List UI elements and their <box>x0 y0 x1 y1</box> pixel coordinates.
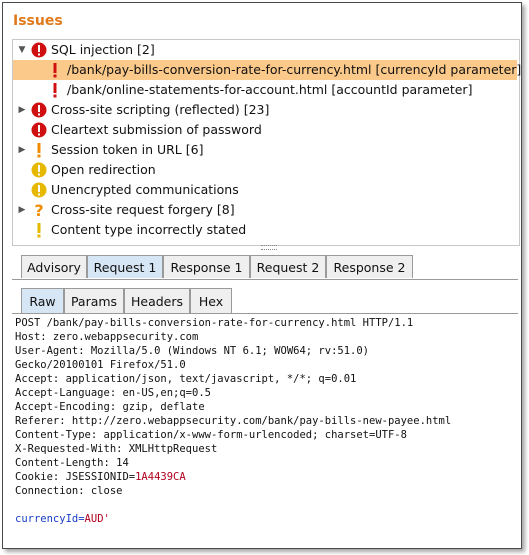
red-exclamation-icon <box>31 122 47 138</box>
header-host: Host: zero.webappsecurity.com <box>15 331 199 343</box>
tree-item-sqli-currency[interactable] <box>13 60 522 80</box>
collapsed-arrow-icon[interactable]: ▶ <box>18 205 26 215</box>
red-bang-icon <box>47 62 63 78</box>
request-body <box>15 512 110 526</box>
issues-tree[interactable] <box>12 39 520 246</box>
tab-request-1[interactable]: Request 1 <box>87 255 163 278</box>
tree-item-label: Open redirection <box>51 162 156 177</box>
header-cookie <box>15 470 186 484</box>
tab-request-2[interactable]: Request 2 <box>250 255 326 278</box>
body-param-name: currencyId= <box>15 513 85 525</box>
tree-item-session-token[interactable] <box>13 140 517 160</box>
tree-item-open-redirection[interactable] <box>13 160 517 180</box>
header-accept-language: Accept-Language: en-US,en;q=0.5 <box>15 387 211 399</box>
yellow-exclamation-icon <box>31 182 47 198</box>
tab-advisory[interactable]: Advisory <box>21 255 87 278</box>
header-accept-encoding: Accept-Encoding: gzip, deflate <box>15 401 205 413</box>
tree-item-label: Cross-site request forgery [8] <box>51 202 235 217</box>
header-x-requested-with: X-Requested-With: XMLHttpRequest <box>15 443 218 455</box>
header-user-agent: User-Agent: Mozilla/5.0 (Windows NT 6.1; WOW64; rv:51.0) <box>15 345 370 357</box>
cookie-name: Cookie: JSESSIONID= <box>15 471 136 483</box>
raw-request-editor[interactable] <box>12 314 518 547</box>
issues-title: Issues <box>13 13 63 29</box>
svg-text:?: ? <box>34 202 44 218</box>
burp-issues-panel <box>2 2 522 549</box>
tab-raw[interactable]: Raw <box>21 288 64 313</box>
collapsed-arrow-icon[interactable]: ▶ <box>18 105 26 115</box>
tab-hex[interactable]: Hex <box>190 288 232 313</box>
tree-item-sql-injection[interactable] <box>13 40 517 60</box>
orange-question-icon <box>31 202 47 218</box>
splitter-grip-icon[interactable] <box>261 245 277 250</box>
tree-item-label: Cleartext submission of password <box>51 122 262 137</box>
tree-item-content-type[interactable] <box>13 220 517 240</box>
tree-item-unencrypted[interactable] <box>13 180 517 200</box>
expanded-arrow-icon[interactable]: ▼ <box>18 45 26 55</box>
header-user-agent-cont: Gecko/20100101 Firefox/51.0 <box>15 359 186 371</box>
tree-item-xss[interactable] <box>13 100 517 120</box>
header-content-length: Content-Length: 14 <box>15 457 129 469</box>
tree-item-label: Unencrypted communications <box>51 182 239 197</box>
tree-item-label: SQL injection [2] <box>51 42 155 57</box>
collapsed-arrow-icon[interactable]: ▶ <box>18 145 26 155</box>
cookie-value: 1A4439CA <box>135 471 186 483</box>
tree-item-cleartext-password[interactable] <box>13 120 517 140</box>
tab-params[interactable]: Params <box>64 288 124 313</box>
tree-item-sqli-account[interactable] <box>13 80 517 100</box>
tree-item-label: Session token in URL [6] <box>51 142 204 157</box>
orange-bang-icon <box>31 142 47 158</box>
tree-item-csrf[interactable] <box>13 200 517 220</box>
panel-splitter[interactable] <box>3 245 521 249</box>
tree-item-label: Cross-site scripting (reflected) [23] <box>51 102 270 117</box>
red-bang-icon <box>47 82 63 98</box>
header-content-type: Content-Type: application/x-www-form-urlencoded; charset=UTF-8 <box>15 429 407 441</box>
header-accept: Accept: application/json, text/javascript, */*; q=0.01 <box>15 373 357 385</box>
tab-divider <box>12 279 518 280</box>
header-connection: Connection: close <box>15 485 123 497</box>
tree-item-label: /bank/online-statements-for-account.html [accountId parameter] <box>67 82 473 97</box>
yellow-bang-icon <box>31 222 47 238</box>
tree-item-label: Content type incorrectly stated <box>51 222 247 237</box>
yellow-exclamation-icon <box>31 162 47 178</box>
red-exclamation-icon <box>31 102 47 118</box>
red-exclamation-icon <box>31 42 47 58</box>
body-param-value: AUD' <box>84 513 110 525</box>
request-line: POST /bank/pay-bills-conversion-rate-for-currency.html HTTP/1.1 <box>15 317 414 329</box>
tab-response-1[interactable]: Response 1 <box>163 255 250 278</box>
tab-response-2[interactable]: Response 2 <box>326 255 413 278</box>
header-referer: Referer: http://zero.webappsecurity.com/bank/pay-bills-new-payee.html <box>15 415 452 427</box>
tab-headers[interactable]: Headers <box>124 288 190 313</box>
tree-item-label: /bank/pay-bills-conversion-rate-for-currency.html [currencyId parameter] <box>67 62 522 77</box>
